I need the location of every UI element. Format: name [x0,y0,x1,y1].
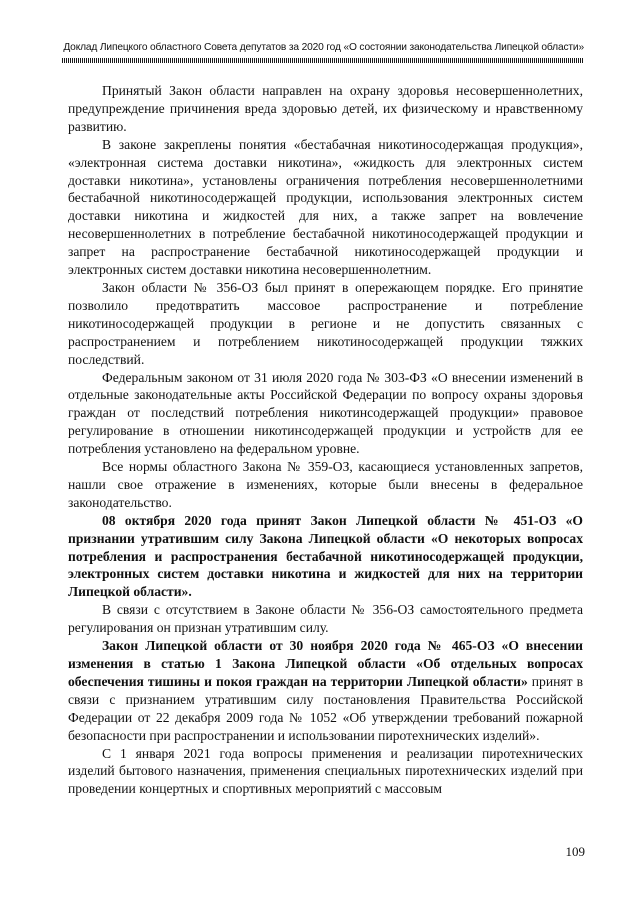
running-header: Доклад Липецкого областного Совета депутатов за 2020 год «О состоянии законодательства Липецкой области» [63,42,584,53]
paragraph-4 [68,369,583,459]
bold-law-title: 08 октября 2020 года принят Закон Липецкой области № 451-ОЗ «О признании утратившим силу Закона Липецкой области «О некоторых вопросах потребления и распространения бестабачной никотиносодержащей продукции, электронных систем доставки никотина и жидкостей для них на территории Липецкой области». [68,512,583,600]
paragraph-8 [68,637,583,744]
paragraph-9 [68,745,583,799]
paragraph-text: Все нормы областного Закона № 359-ОЗ, касающиеся установленных запретов, нашли свое отражение в изменениях, которые были внесены в федеральное законодательство. [68,459,583,510]
paragraph-text: В связи с отсутствием в Законе области № 356-ОЗ самостоятельного предмета регулирования он признан утратившим силу. [68,602,583,636]
paragraph-1 [68,82,583,136]
paragraph-text: Федеральным законом от 31 июля 2020 года № 303-ФЗ «О внесении изменений в отдельные законодательные акты Российской Федерации по вопросу охраны здоровья граждан от последствий потребления никотинсодержащей продукции» правовое регулирование в отношении никотинсодержащей продукции и устройств для ее потребления установлено на федеральном уровне. [68,369,583,457]
paragraph-text: принят в связи с признанием утратившим силу постановления Правительства Российской Федерации от 22 декабря 2009 года № 1052 «Об утверждении требований пожарной безопасности при распространении и использовании пиротехнических изделий». [68,673,583,743]
paragraph-text: С 1 января 2021 года вопросы применения и реализации пиротехнических изделий бытового назначения, применения специальных пиротехнических изделий при проведении концертных и спортивных мероприятий с массовым [68,745,583,797]
paragraph-2 [68,136,583,279]
paragraph-text: Закон области № 356-ОЗ был принят в опережающем порядке. Его принятие позволило предотвратить массовое распространение и потребление никотиносодержащей продукции в регионе и не допустить связанных с распространением и потреблением никотиносодержащей продукции тяжких последствий. [68,279,583,367]
paragraph-7 [68,601,583,637]
paragraph-text: В законе закреплены понятия «бестабачная никотиносодержащая продукция», «электронная система доставки никотина», «жидкость для электронных систем доставки никотина», установлены ограничения потребления несовершеннолетними бестабачной никотиносодержащей продукции, использования электронных систем доставки никотина и жидкостей для них, а также запрет на вовлечение несовершеннолетних в потребление бестабачной никотиносодержащей продукции и запрет на распространение бестабачной никотиносодержащей продукции и электронных систем доставки никотина несовершеннолетним. [68,136,583,278]
paragraph-5 [68,458,583,512]
page-number: 109 [565,844,585,859]
document-body [68,82,583,798]
paragraph-text: Принятый Закон области направлен на охрану здоровья несовершеннолетних, предупреждение причинения вреда здоровью детей, их физическому и нравственному развитию. [68,83,583,134]
bold-law-title: Закон Липецкой области от 30 ноября 2020 года № 465-ОЗ «О внесении изменения в статью 1 Закона Липецкой области «Об отдельных вопросах обеспечения тишины и покоя граждан на территории Липецкой области» [68,638,583,689]
paragraph-6 [68,512,583,602]
paragraph-3 [68,279,583,369]
header-rule [62,58,584,63]
